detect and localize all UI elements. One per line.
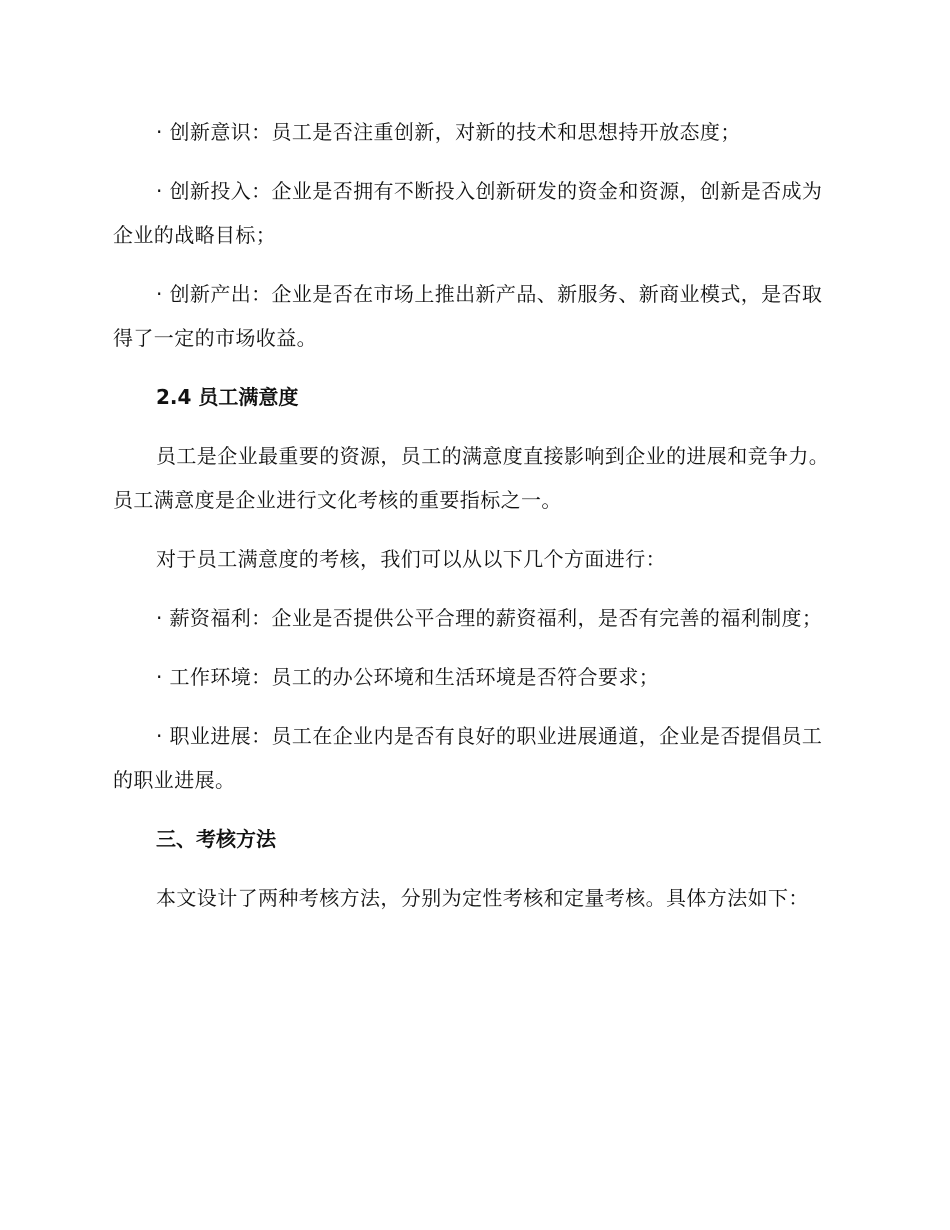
bullet-career-development: · 职业进展：员工在企业内是否有良好的职业进展通道，企业是否提倡员工的职业进展。 — [113, 724, 823, 792]
body-paragraph-assessment-aspects: 对于员工满意度的考核，我们可以从以下几个方面进行： — [156, 547, 666, 571]
section-heading-assessment-methods: 三、考核方法 — [156, 827, 276, 851]
section-heading-employee-satisfaction: 2.4 员工满意度 — [156, 385, 299, 409]
body-paragraph-methods-intro: 本文设计了两种考核方法，分别为定性考核和定量考核。具体方法如下： — [156, 886, 809, 910]
bullet-innovation-investment: · 创新投入：企业是否拥有不断投入创新研发的资金和资源，创新是否成为企业的战略目标； — [113, 179, 823, 247]
document-page — [113, 110, 835, 935]
bullet-salary-benefits: · 薪资福利：企业是否提供公平合理的薪资福利，是否有完善的福利制度； — [156, 606, 823, 630]
bullet-work-environment: · 工作环境：员工的办公环境和生活环境是否符合要求； — [156, 665, 660, 689]
bullet-innovation-awareness: · 创新意识：员工是否注重创新，对新的技术和思想持开放态度； — [156, 120, 741, 144]
bullet-innovation-output: · 创新产出：企业是否在市场上推出新产品、新服务、新商业模式，是否取得了一定的市场收益。 — [113, 282, 823, 350]
body-paragraph-satisfaction-intro: 员工是企业最重要的资源，员工的满意度直接影响到企业的进展和竞争力。员工满意度是企业进行文化考核的重要指标之一。 — [113, 444, 830, 512]
